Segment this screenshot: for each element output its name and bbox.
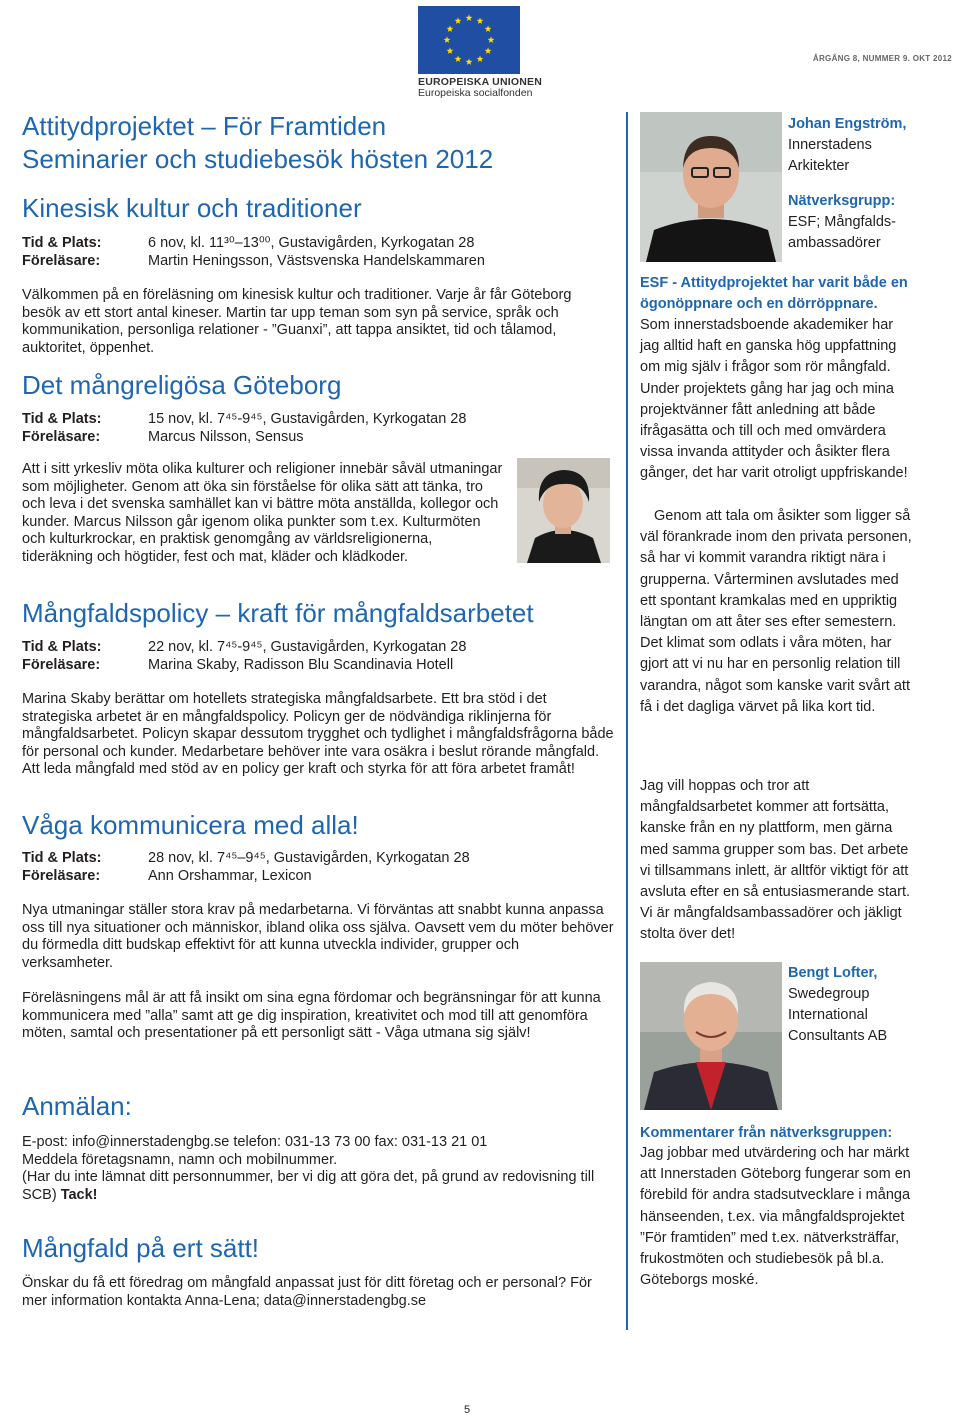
eu-logo: [418, 6, 542, 99]
johan-paragraph-3: Jag vill hoppas och tror att mångfaldsarbetet kommer att fortsätta, kanske från en ny plattform, men gärna med samma grupper som bas. Det arbete vi tillsammans inlett, är alltför viktigt för att avsluta efter en så entusiasmerande start. Vi är mångfaldsambassadörer och jäkligt stolta över det!: [640, 778, 911, 943]
bengt-comment: Jag jobbar med utvärdering och har märkt att Innerstaden Göteborg fungerar som en förebild för andra stadsutvecklare i många hänseenden, t.ex. via mångfaldsprojektet ”För framtiden” med t.ex. nätverksträffar, frukostmöten och studiebesök på bl.a. Göteborgs moské.: [640, 1145, 911, 1289]
johan-group-value-2: ambassadörer: [788, 235, 881, 251]
info-label: Föreläsare:: [22, 657, 101, 673]
johan-intro: ESF - Attitydprojektet har varit både en ögonöppnare och en dörröppnare.: [640, 275, 908, 312]
photo-marcus-nilsson: [517, 458, 610, 563]
eu-flag-icon: [418, 6, 520, 74]
info-label: Tid & Plats:: [22, 639, 102, 655]
johan-group-value-1: ESF; Mångfalds-: [788, 214, 896, 230]
section-body-mangreligosa: Att i sitt yrkesliv möta olika kulturer och religioner innebär såväl utmaningar som möjligheter. Genom att öka sin förståelse för olika sätt att tänka, tro och leva i det svenska samhället kan vi bättre möta anställda, kollegor och kunder. Marcus Nilsson går igenom olika punkter som t.ex. Kulturmöten och kulturkrockar, en praktisk genomgång av världsreligionerna, tideräkning och högtider, fest och mat, kläder och klädkoder.: [22, 461, 503, 565]
info-value: Marcus Nilsson, Sensus: [148, 429, 304, 445]
info-label: Tid & Plats:: [22, 850, 102, 866]
photo-johan-engstrom: [640, 112, 782, 262]
info-value: 15 nov, kl. 7⁴⁵-9⁴⁵, Gustavigården, Kyrkogatan 28: [148, 411, 467, 427]
bengt-org-1: Swedegroup: [788, 986, 870, 1002]
info-value: 22 nov, kl. 7⁴⁵-9⁴⁵, Gustavigården, Kyrkogatan 28: [148, 639, 467, 655]
info-label: Föreläsare:: [22, 429, 101, 445]
mangfald-body: Önskar du få ett föredrag om mångfald anpassat just för ditt företag och er personal? För mer information kontakta Anna-Lena; data@innerstadengbg.se: [22, 1275, 592, 1309]
info-value: Marina Skaby, Radisson Blu Scandinavia Hotell: [148, 657, 454, 673]
section-info-kinesisk: [22, 234, 612, 270]
anmalan-thanks: Tack!: [60, 1186, 98, 1203]
mangfald-heading: Mångfald på ert sätt!: [22, 1233, 260, 1263]
column-divider: [626, 112, 628, 1330]
section-info-vaga: [22, 849, 612, 885]
bengt-name: Bengt Lofter,: [788, 965, 878, 981]
section-body-mangfaldspolicy: Marina Skaby berättar om hotellets strategiska mångfaldsarbete. Ett bra stöd i det strategiska arbetet är en mångfaldspolicy. Policyn ger de nödvändiga riklinjerna för mångfaldsarbetet. Policyn skapar dessutom trygghet och tydlighet i mångfaldsfrågorna både för personal och kunder. Medarbetare behöver inte vara osäkra i beslut rörande mångfald. Att leda mångfald med stöd av en policy ger kraft och styrka för att föra arbetet framåt!: [22, 691, 614, 777]
section-heading-mangfaldspolicy: Mångfaldspolicy – kraft för mångfaldsarbetet: [22, 598, 534, 628]
eu-logo-subtitle: Europeiska socialfonden: [418, 87, 533, 99]
anmalan-contact: E-post: info@innerstadengbg.se telefon: 031-13 73 00 fax: 031-13 21 01: [22, 1134, 488, 1150]
eu-logo-title: EUROPEISKA UNIONEN: [418, 76, 542, 88]
info-value: Ann Orshammar, Lexicon: [148, 868, 312, 884]
anmalan-body: [22, 1134, 614, 1204]
info-label: Föreläsare:: [22, 868, 101, 884]
info-label: Tid & Plats:: [22, 235, 102, 251]
anmalan-heading: Anmälan:: [22, 1091, 132, 1121]
section-body-vaga-1: Nya utmaningar ställer stora krav på medarbetarna. Vi förväntas att snabbt kunna anpassa oss till nya situationer och människor, ibland olika oss själva. Oavsett vem du möter behöver du förmedla ditt budskap effektivt för att kunna utveckla individer, grupper och verksamheter.: [22, 902, 614, 971]
johan-org-2: Arkitekter: [788, 158, 850, 174]
section-info-mangreligosa: [22, 410, 612, 446]
johan-paragraph-1: Som innerstadsboende akademiker har jag alltid haft en ganska hög uppfattning om mig själv i frågor som rör mångfald. Under projektets gång har jag och mina projektvänner fått anledning att både ifrågasätta och till och med omvärdera vissa invanda attityder och åsikter flera gånger, det har varit otroligt uppfriskande!: [640, 317, 908, 482]
anmalan-note-text: (Har du inte lämnat ditt personnummer, ber vi dig att göra det, på grund av redovisning till SCB): [22, 1169, 595, 1203]
info-value: Martin Heningsson, Västsvenska Handelskammaren: [148, 253, 485, 269]
page-title: [22, 110, 493, 176]
johan-org-1: Innerstadens: [788, 137, 872, 153]
section-body-vaga-2: Föreläsningens mål är att få insikt om sina egna fördomar och begränsningar för att kunna kommunicera med ”alla” samt att ge dig inspiration, kreativitet och mod till att genomföra möten, samtal och presentationer på ett personligt sätt - Våga utmana sig själv!: [22, 990, 601, 1041]
info-label: Tid & Plats:: [22, 411, 102, 427]
section-heading-kinesisk: Kinesisk kultur och traditioner: [22, 193, 362, 223]
title-line-1: Attitydprojektet – För Framtiden: [22, 111, 387, 141]
bengt-caption: [788, 963, 958, 1047]
info-value: 6 nov, kl. 11³⁰–13⁰⁰, Gustavigården, Kyrkogatan 28: [148, 235, 475, 251]
johan-caption: [788, 114, 958, 254]
section-body-kinesisk: Välkommen på en föreläsning om kinesisk kultur och traditioner. Varje år får Göteborg besök av ett stort antal kineser. Martin tar upp teman som syn på service, språk och kommunikation, personliga relationer - ”Guanxi”, att tappa ansiktet, tid och tålamod, auktoritet, öppenhet.: [22, 287, 572, 356]
bengt-org-3: Consultants AB: [788, 1028, 888, 1044]
page-number: 5: [464, 1404, 471, 1416]
anmalan-note: [22, 1169, 614, 1204]
johan-paragraph-2: Genom att tala om åsikter som ligger så väl förankrade inom den privata personen, så har vi kommit varandra riktigt nära i grupperna. Vårterminen avslutades med ett spontant kramkalas med en uppriktig längtan om att åter ses efter semestern. Det klimat som odlats i våra möten, har gjort att vi nu har en personlig relation till varandra, något som kanske varit svårt att få i det dagliga värvet på lika kort tid.: [640, 508, 912, 715]
johan-name: Johan Engström,: [788, 116, 907, 132]
johan-group-label: Nätverksgrupp:: [788, 193, 896, 209]
section-heading-vaga: Våga kommunicera med alla!: [22, 810, 359, 840]
section-info-mangfaldspolicy: [22, 638, 612, 674]
info-value: 28 nov, kl. 7⁴⁵–9⁴⁵, Gustavigården, Kyrkogatan 28: [148, 850, 470, 866]
photo-bengt-lofter: [640, 962, 782, 1110]
info-label: Föreläsare:: [22, 253, 101, 269]
bengt-org-2: International: [788, 1007, 868, 1023]
section-heading-mangreligosa: Det mångreligösa Göteborg: [22, 370, 342, 400]
anmalan-instructions: Meddela företagsnamn, namn och mobilnummer.: [22, 1151, 338, 1168]
bengt-comment-label: Kommentarer från nätverksgruppen:: [640, 1125, 893, 1141]
issue-label: ÅRGÅNG 8, NUMMER 9. OKT 2012: [812, 54, 952, 63]
title-line-2: Seminarier och studiebesök hösten 2012: [22, 144, 494, 174]
